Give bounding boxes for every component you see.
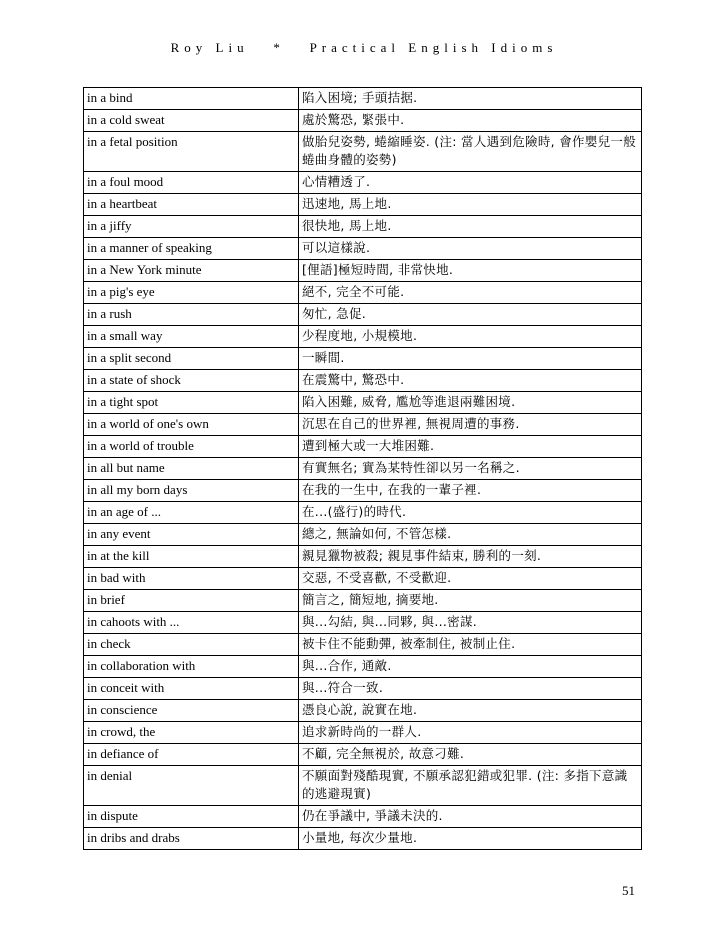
idiom-cell: in a state of shock xyxy=(84,370,299,392)
idiom-cell: in any event xyxy=(84,524,299,546)
idiom-cell: in at the kill xyxy=(84,546,299,568)
idiom-cell: in a tight spot xyxy=(84,392,299,414)
table-row xyxy=(84,238,642,260)
page-number: 51 xyxy=(622,883,635,898)
table-row xyxy=(84,568,642,590)
table-row xyxy=(84,326,642,348)
table-row xyxy=(84,806,642,828)
idiom-cell: in a jiffy xyxy=(84,216,299,238)
meaning-cell: 陷入困境; 手頭拮据. xyxy=(299,88,642,110)
table-row xyxy=(84,458,642,480)
meaning-cell: 與...符合一致. xyxy=(299,678,642,700)
meaning-cell: 在...(盛行)的時代. xyxy=(299,502,642,524)
idiom-cell: in conceit with xyxy=(84,678,299,700)
meaning-cell: 被卡住不能動彈, 被牽制住, 被制止住. xyxy=(299,634,642,656)
table-row xyxy=(84,282,642,304)
table-row xyxy=(84,700,642,722)
table-row xyxy=(84,590,642,612)
idiom-table-body xyxy=(84,88,642,850)
table-row xyxy=(84,370,642,392)
table-row xyxy=(84,304,642,326)
meaning-cell: 交惡, 不受喜歡, 不受歡迎. xyxy=(299,568,642,590)
meaning-cell: 在震驚中, 驚恐中. xyxy=(299,370,642,392)
meaning-cell: 總之, 無論如何, 不管怎樣. xyxy=(299,524,642,546)
table-row xyxy=(84,132,642,172)
meaning-cell: 很快地, 馬上地. xyxy=(299,216,642,238)
table-row xyxy=(84,480,642,502)
table-row xyxy=(84,260,642,282)
idiom-cell: in a pig's eye xyxy=(84,282,299,304)
idiom-table xyxy=(83,87,642,850)
idiom-cell: in a manner of speaking xyxy=(84,238,299,260)
meaning-cell: 仍在爭議中, 爭議未決的. xyxy=(299,806,642,828)
meaning-cell: 處於驚恐, 緊張中. xyxy=(299,110,642,132)
idiom-cell: in a cold sweat xyxy=(84,110,299,132)
meaning-cell: 與...合作, 通敵. xyxy=(299,656,642,678)
idiom-cell: in defiance of xyxy=(84,744,299,766)
meaning-cell: [俚語]極短時間, 非常快地. xyxy=(299,260,642,282)
table-row xyxy=(84,722,642,744)
idiom-cell: in a New York minute xyxy=(84,260,299,282)
table-row xyxy=(84,524,642,546)
idiom-cell: in check xyxy=(84,634,299,656)
idiom-cell: in conscience xyxy=(84,700,299,722)
meaning-cell: 匆忙, 急促. xyxy=(299,304,642,326)
table-row xyxy=(84,656,642,678)
meaning-cell: 迅速地, 馬上地. xyxy=(299,194,642,216)
table-row xyxy=(84,194,642,216)
meaning-cell: 親見獵物被殺; 親見事件結束, 勝利的一刻. xyxy=(299,546,642,568)
meaning-cell: 簡言之, 簡短地, 摘要地. xyxy=(299,590,642,612)
meaning-cell: 絕不, 完全不可能. xyxy=(299,282,642,304)
meaning-cell: 一瞬間. xyxy=(299,348,642,370)
table-row xyxy=(84,766,642,806)
meaning-cell: 不願面對殘酷現實, 不願承認犯錯或犯罪. (注: 多指下意識的逃避現實) xyxy=(299,766,642,806)
table-row xyxy=(84,172,642,194)
idiom-cell: in all but name xyxy=(84,458,299,480)
meaning-cell: 在我的一生中, 在我的一輩子裡. xyxy=(299,480,642,502)
idiom-cell: in a small way xyxy=(84,326,299,348)
table-row xyxy=(84,436,642,458)
table-row xyxy=(84,392,642,414)
idiom-cell: in a foul mood xyxy=(84,172,299,194)
table-row xyxy=(84,744,642,766)
meaning-cell: 小量地, 每次少量地. xyxy=(299,828,642,850)
idiom-cell: in dispute xyxy=(84,806,299,828)
table-row xyxy=(84,612,642,634)
meaning-cell: 遭到極大或一大堆困難. xyxy=(299,436,642,458)
idiom-cell: in a fetal position xyxy=(84,132,299,172)
idiom-cell: in a bind xyxy=(84,88,299,110)
table-row xyxy=(84,546,642,568)
page-header: Roy Liu * Practical English Idioms xyxy=(170,40,558,55)
table-row xyxy=(84,828,642,850)
meaning-cell: 追求新時尚的一群人. xyxy=(299,722,642,744)
idiom-cell: in brief xyxy=(84,590,299,612)
meaning-cell: 少程度地, 小規模地. xyxy=(299,326,642,348)
meaning-cell: 可以這樣說. xyxy=(299,238,642,260)
idiom-cell: in an age of ... xyxy=(84,502,299,524)
meaning-cell: 沉思在自己的世界裡, 無視周遭的事務. xyxy=(299,414,642,436)
idiom-cell: in a world of one's own xyxy=(84,414,299,436)
idiom-cell: in cahoots with ... xyxy=(84,612,299,634)
meaning-cell: 做胎兒姿勢, 蜷縮睡姿. (注: 當人遇到危險時, 會作嬰兒一般蜷曲身體的姿勢) xyxy=(299,132,642,172)
idiom-cell: in all my born days xyxy=(84,480,299,502)
table-row xyxy=(84,88,642,110)
table-row xyxy=(84,502,642,524)
meaning-cell: 有實無名; 實為某特性卻以另一名稱之. xyxy=(299,458,642,480)
table-row xyxy=(84,634,642,656)
table-row xyxy=(84,414,642,436)
table-row xyxy=(84,216,642,238)
idiom-cell: in denial xyxy=(84,766,299,806)
idiom-cell: in collaboration with xyxy=(84,656,299,678)
meaning-cell: 心情糟透了. xyxy=(299,172,642,194)
idiom-cell: in a heartbeat xyxy=(84,194,299,216)
meaning-cell: 與...勾結, 與...同夥, 與...密謀. xyxy=(299,612,642,634)
meaning-cell: 憑良心說, 說實在地. xyxy=(299,700,642,722)
idiom-cell: in a split second xyxy=(84,348,299,370)
table-row xyxy=(84,110,642,132)
meaning-cell: 不顧, 完全無視於, 故意刁難. xyxy=(299,744,642,766)
idiom-cell: in bad with xyxy=(84,568,299,590)
idiom-cell: in dribs and drabs xyxy=(84,828,299,850)
table-row xyxy=(84,678,642,700)
idiom-cell: in a world of trouble xyxy=(84,436,299,458)
meaning-cell: 陷入困難, 威脅, 尷尬等進退兩難困境. xyxy=(299,392,642,414)
table-row xyxy=(84,348,642,370)
idiom-cell: in a rush xyxy=(84,304,299,326)
idiom-cell: in crowd, the xyxy=(84,722,299,744)
